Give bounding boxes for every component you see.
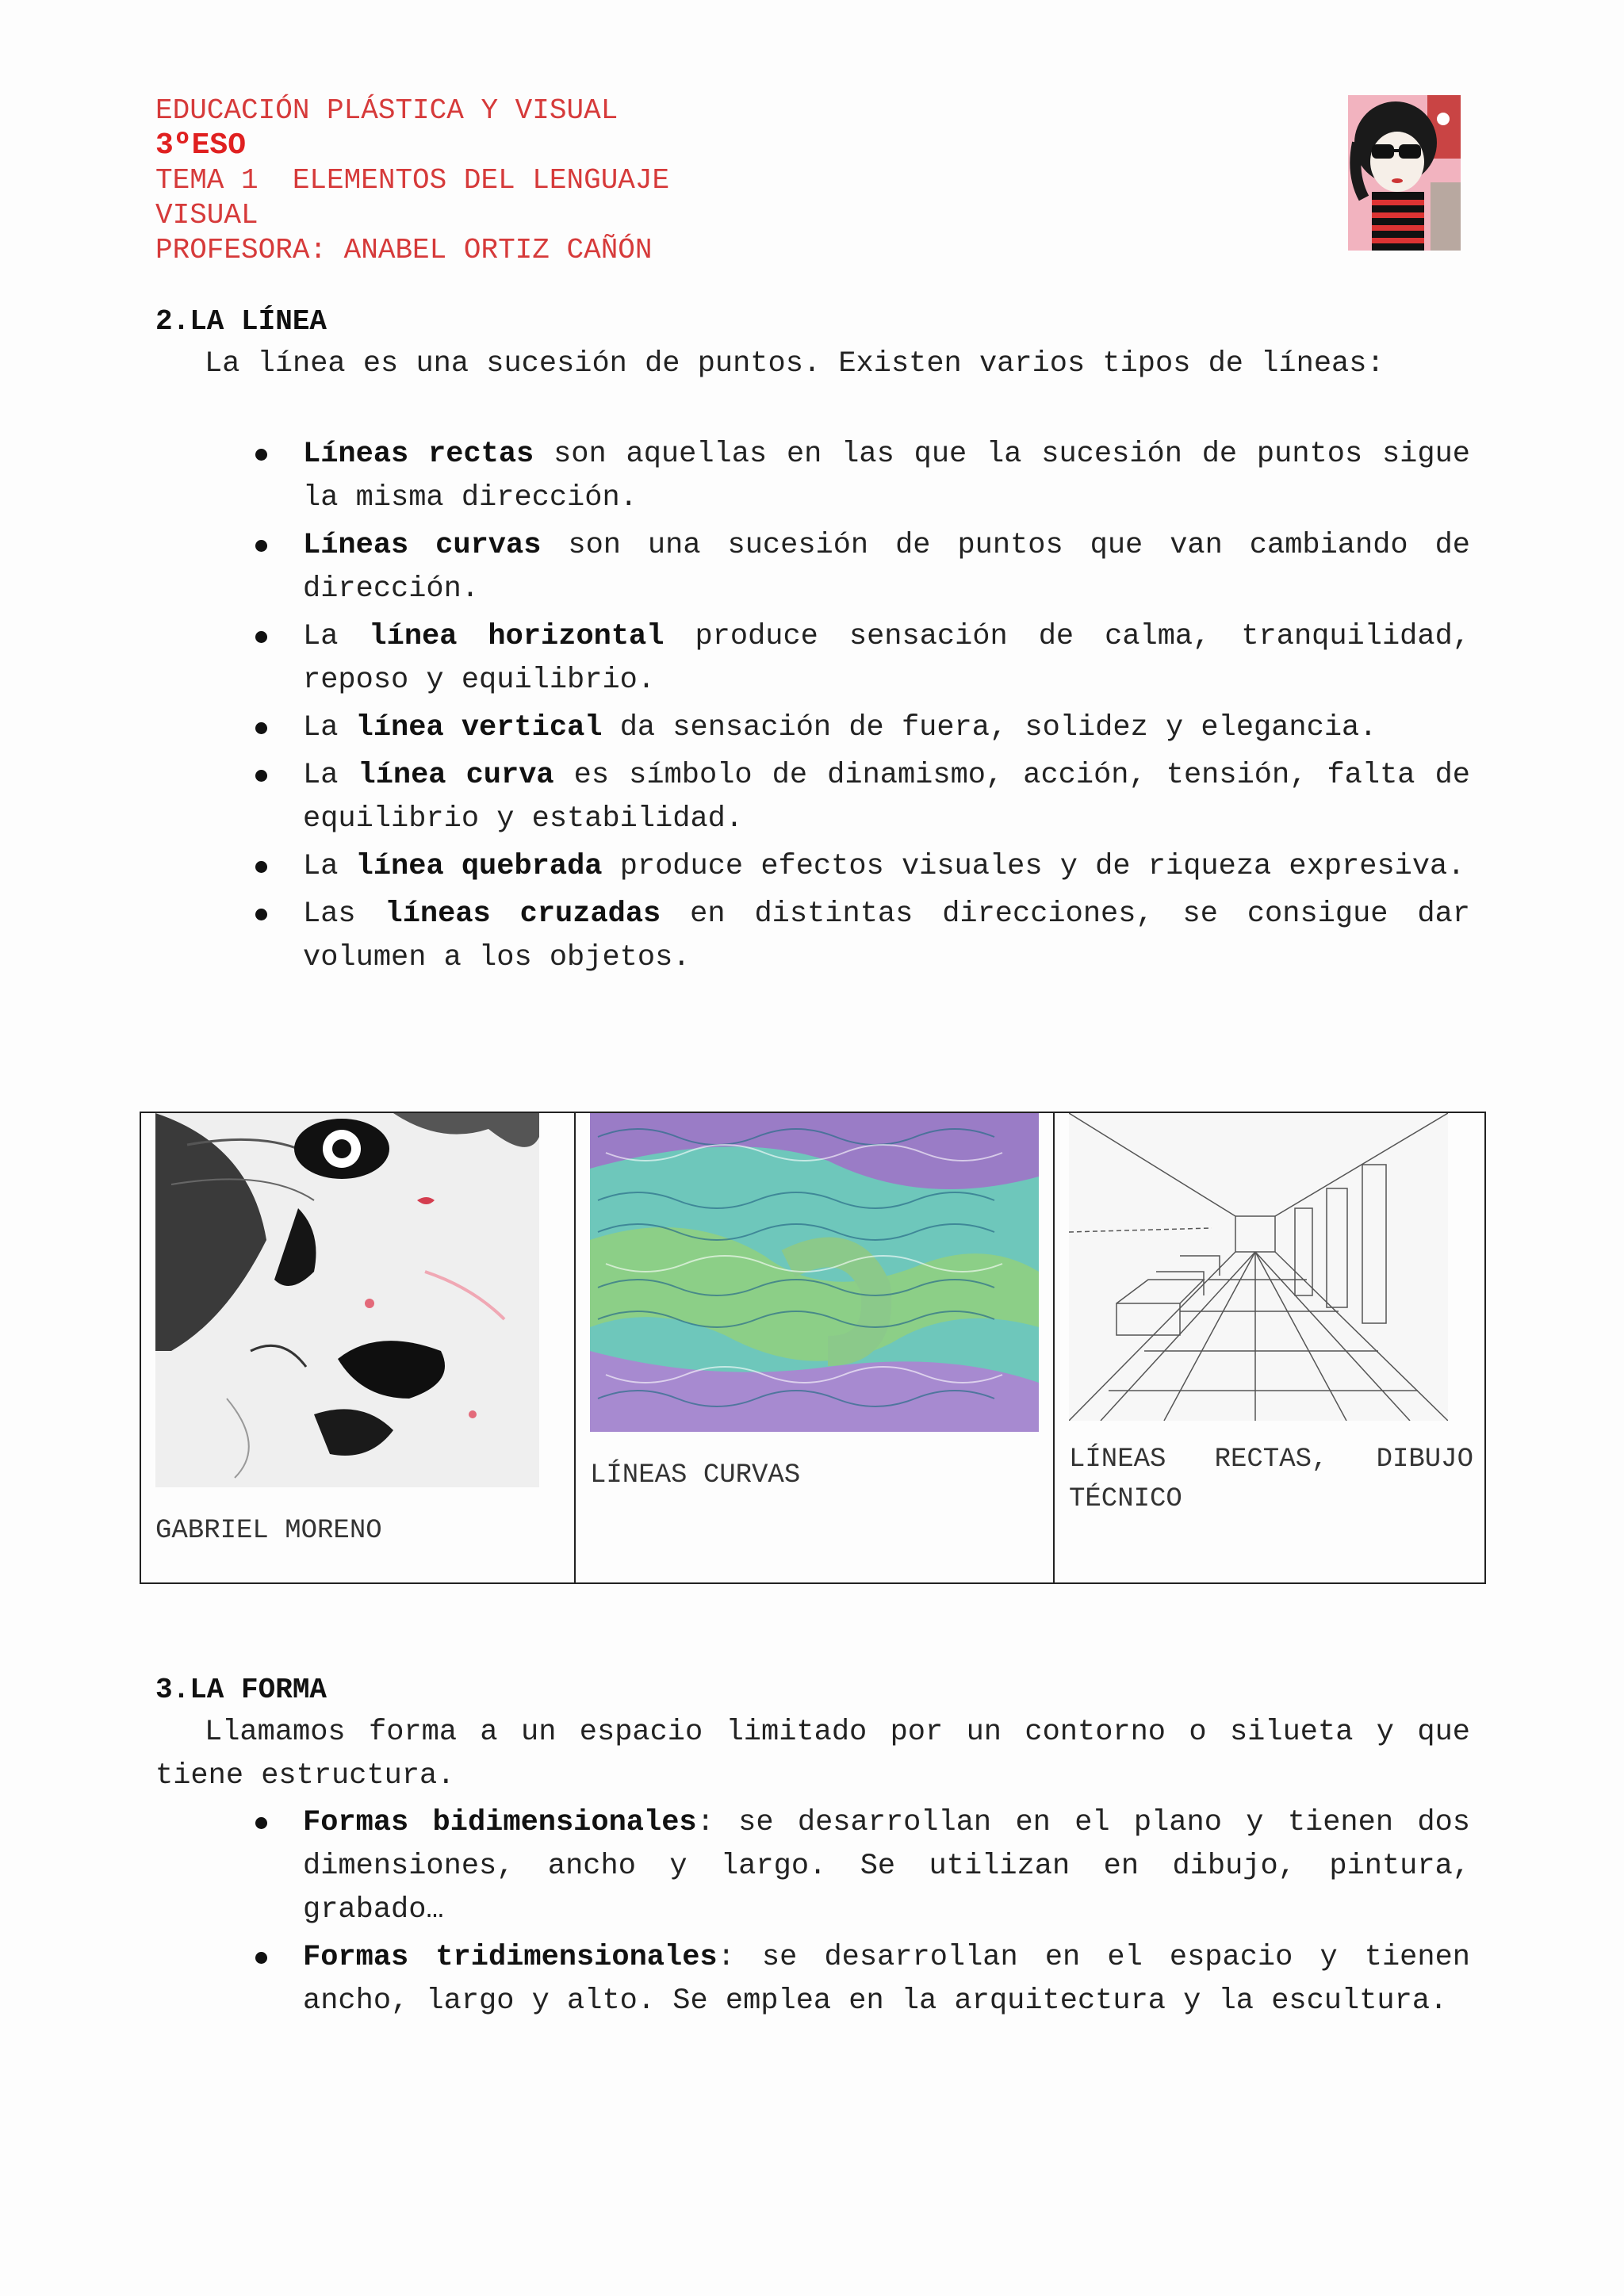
table-cell-straight-lines [1055,1113,1488,1582]
list-item: La línea quebrada produce efectos visuales y de riqueza expresiva. [303,845,1470,889]
list-item: La línea horizontal produce sensación de calma, tranquilidad, reposo y equilibrio. [303,615,1470,702]
list-item: Líneas curvas son una sucesión de puntos que van cambiando de dirección. [303,524,1470,611]
line-types-list [303,433,1470,984]
form-types-list [303,1801,1470,2027]
list-item: Formas tridimensionales: se desarrollan en el espacio y tienen ancho, largo y alto. Se emplea en la arquitectura y la escultura. [303,1936,1470,2023]
avatar-illustration [1348,95,1461,251]
gabriel-moreno-artwork [155,1113,539,1487]
table-cell-gabriel-moreno [141,1113,576,1582]
topic-line-1: TEMA 1 ELEMENTOS DEL LENGUAJE [155,164,670,197]
teacher-line: PROFESORA: ANABEL ORTIZ CAÑÓN [155,234,653,266]
caption-gabriel-moreno: GABRIEL MORENO [155,1516,382,1546]
list-item: La línea curva es símbolo de dinamismo, acción, tensión, falta de equilibrio y estabilidad. [303,754,1470,841]
list-item: Líneas rectas son aquellas en las que la sucesión de puntos sigue la misma dirección. [303,433,1470,520]
caption-curved-lines: LÍNEAS CURVAS [590,1460,801,1490]
image-table [140,1112,1486,1584]
list-item: Las líneas cruzadas en distintas direcciones, se consigue dar volumen a los objetos. [303,893,1470,980]
list-item: La línea vertical da sensación de fuera, solidez y elegancia. [303,706,1470,750]
section-title-line: 2.LA LÍNEA [155,305,327,338]
subject-line: EDUCACIÓN PLÁSTICA Y VISUAL [155,94,619,127]
technical-drawing-artwork [1069,1113,1448,1421]
course-line: 3ºESO [155,128,247,163]
table-cell-curved-lines [576,1113,1055,1582]
section-intro-form: Llamamos forma a un espacio limitado por un contorno o silueta y que tiene estructura. [155,1716,1470,1793]
section-title-form: 3.LA FORMA [155,1674,327,1706]
list-item: Formas bidimensionales: se desarrollan en el plano y tienen dos dimensiones, ancho y largo. Se utilizan en dibujo, pintura, grabado… [303,1801,1470,1932]
topic-line-2: VISUAL [155,199,259,232]
document-header [155,94,1345,268]
section-intro-line: La línea es una sucesión de puntos. Existen varios tipos de líneas: [205,347,1385,381]
curved-lines-artwork [590,1113,1039,1432]
caption-straight-lines: LÍNEAS RECTAS, DIBUJO TÉCNICO [1069,1445,1473,1514]
